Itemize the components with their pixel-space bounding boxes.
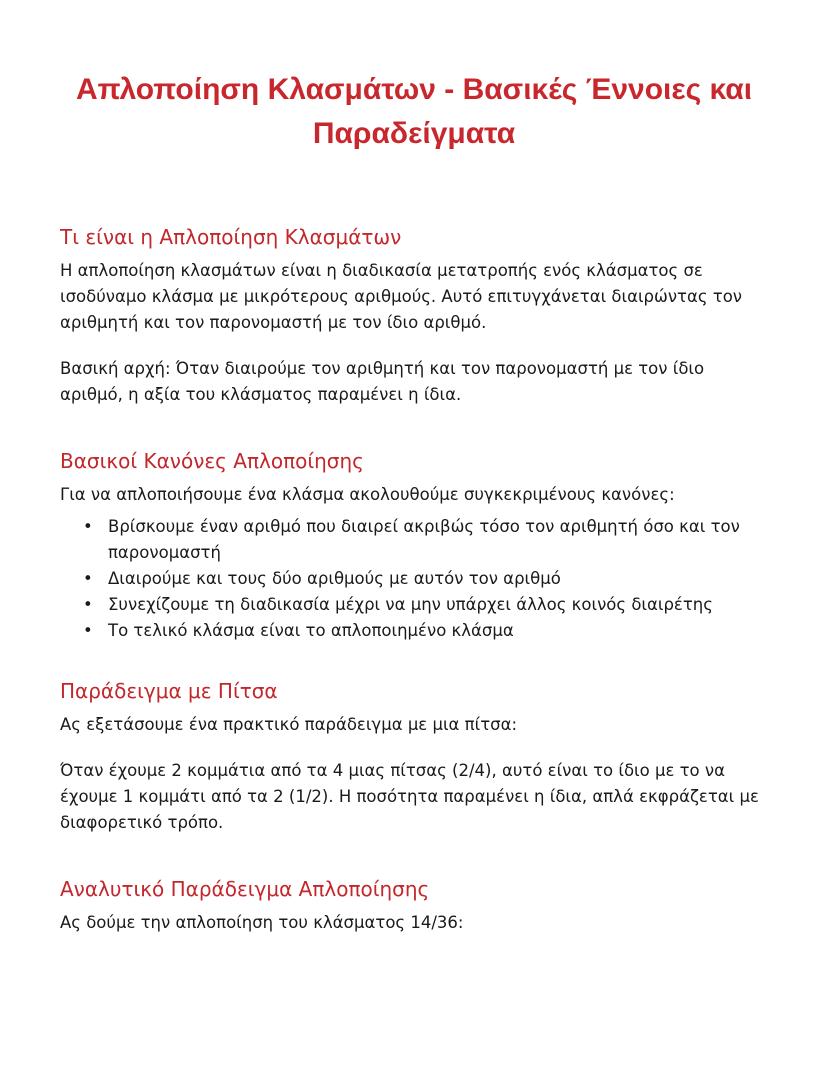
section-what-is bbox=[60, 224, 770, 408]
rules-list bbox=[60, 514, 770, 644]
paragraph: Ας δούμε την απλοποίηση του κλάσματος 14/36: bbox=[60, 913, 464, 932]
paragraph: Βασική αρχή: Όταν διαιρούμε τον αριθμητή και τον παρονομαστή με τον ίδιο αριθμό, η αξία του κλάσματος παραμένει η ίδια. bbox=[60, 359, 705, 404]
list-item: • Το τελικό κλάσμα είναι το απλοποιημένο κλάσμα bbox=[83, 618, 770, 644]
paragraph: Η απλοποίηση κλασμάτων είναι η διαδικασία μετατροπής ενός κλάσματος σε ισοδύναμο κλάσμα με μικρότερους αριθμούς. Αυτό επιτυγχάνεται διαιρώντας τον αριθμητή και τον παρονομαστή με τον ίδιο αριθμό. bbox=[60, 261, 743, 332]
section-heading: Παράδειγμα με Πίτσα bbox=[60, 679, 278, 703]
list-item: • Διαιρούμε και τους δύο αριθμούς με αυτόν τον αριθμό bbox=[83, 566, 770, 592]
section-heading: Βασικοί Κανόνες Απλοποίησης bbox=[60, 449, 364, 473]
section-heading: Αναλυτικό Παράδειγμα Απλοποίησης bbox=[60, 877, 430, 901]
list-item: • Βρίσκουμε έναν αριθμό που διαιρεί ακριβώς τόσο τον αριθμητή όσο και τον παρονομαστή bbox=[83, 514, 770, 566]
section-analytic-example bbox=[60, 876, 770, 936]
section-rules bbox=[60, 448, 770, 644]
page-title: Απλοποίηση Κλασμάτων - Βασικές Έννοιες και Παραδείγματα bbox=[75, 73, 753, 150]
list-item: • Συνεχίζουμε τη διαδικασία μέχρι να μην υπάρχει άλλος κοινός διαιρέτης bbox=[83, 592, 770, 618]
paragraph: Για να απλοποιήσουμε ένα κλάσμα ακολουθούμε συγκεκριμένους κανόνες: bbox=[60, 485, 675, 504]
paragraph: Όταν έχουμε 2 κομμάτια από τα 4 μιας πίτσας (2/4), αυτό είναι το ίδιο με το να έχουμε 1 κομμάτι από τα 2 (1/2). Η ποσότητα παραμένει η ίδια, απλά εκφράζεται με διαφορετικό τρόπο. bbox=[60, 761, 759, 832]
section-heading: Τι είναι η Απλοποίηση Κλασμάτων bbox=[60, 225, 402, 249]
section-pizza-example bbox=[60, 678, 770, 836]
paragraph: Ας εξετάσουμε ένα πρακτικό παράδειγμα με μια πίτσα: bbox=[60, 715, 518, 734]
